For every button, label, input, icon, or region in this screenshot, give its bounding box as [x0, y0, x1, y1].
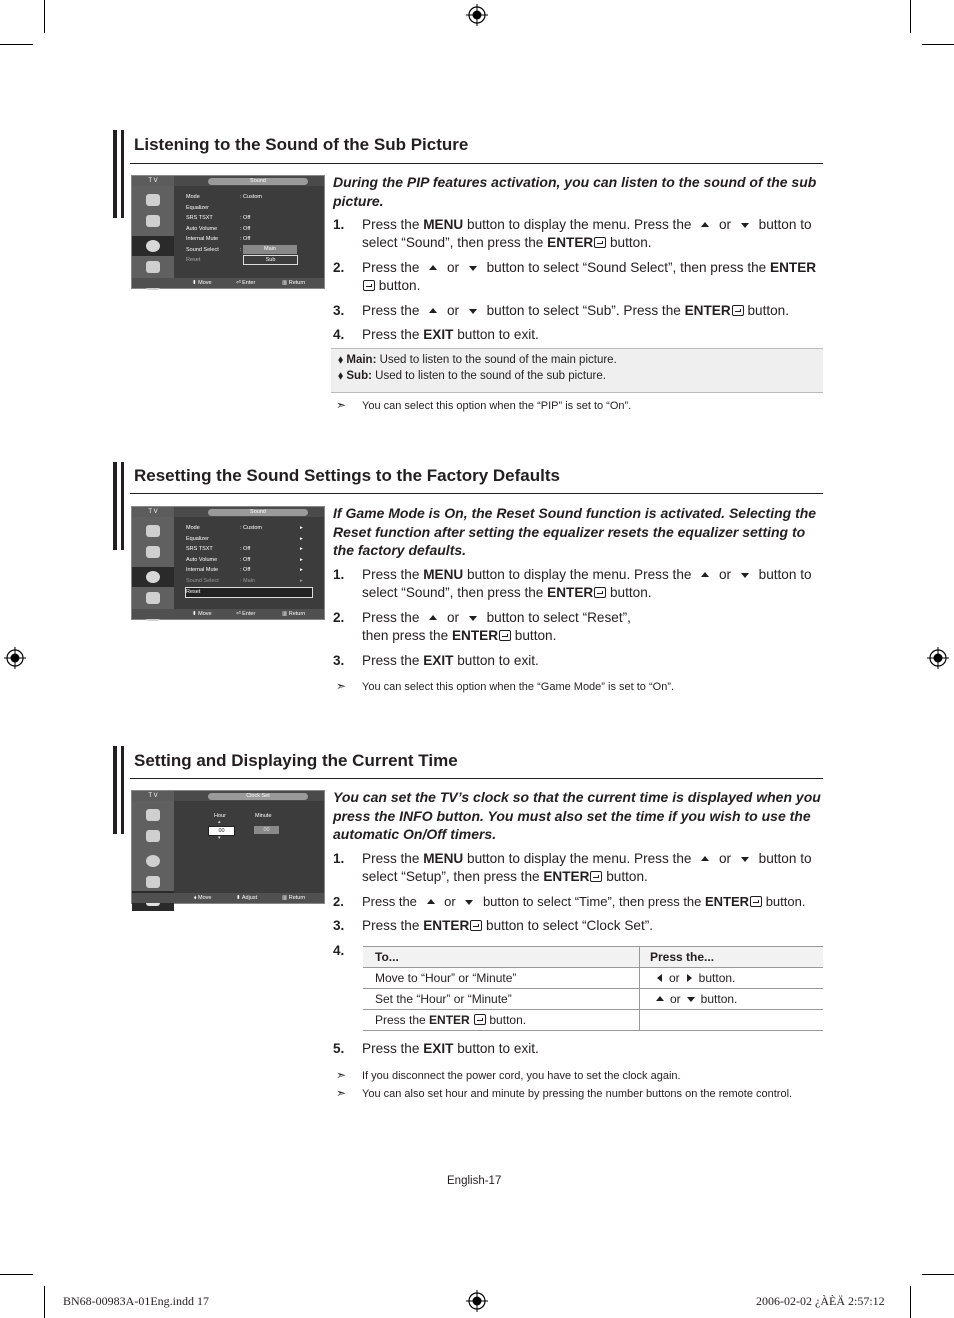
step — [333, 1040, 823, 1058]
channel-icon — [146, 830, 160, 842]
step-text: Press the MENU button to display the menu. Press the or button to select “Setup”, then press the ENTER button. — [362, 851, 812, 884]
section-intro: During the PIP features activation, you can listen to the sound of the sub picture. — [333, 174, 817, 209]
osd-footer-enter: ⏎ Enter — [236, 280, 256, 286]
table-cell: Move to “Hour” or “Minute” — [363, 968, 640, 989]
osd-footer — [132, 278, 324, 288]
sound-icon — [146, 240, 160, 252]
section-rule — [130, 778, 823, 779]
enter-icon — [590, 871, 602, 882]
section-bar — [113, 462, 117, 550]
up-arrow-icon — [701, 222, 709, 227]
step-text: Press the MENU button to display the menu. Press the or button to select “Sound”, then press the ENTER button. — [362, 217, 812, 250]
step-text: Press the MENU button to display the menu. Press the or button to select “Sound”, then press the ENTER button. — [362, 567, 812, 600]
note-text: You can select this option when the “PIP” is set to “On”. — [362, 400, 632, 412]
registration-mark-icon — [4, 647, 26, 669]
step-number: 3. — [333, 918, 345, 933]
step-text: Press the ENTER button to select “Clock Set”. — [362, 918, 654, 933]
setup-icon — [146, 876, 160, 888]
osd-selected-row — [185, 587, 313, 598]
osd-minute-label: Minute — [255, 813, 272, 819]
step — [333, 850, 823, 886]
osd-hour-label: Hour — [214, 813, 226, 819]
crop-mark — [910, 0, 911, 33]
step-text: Press the EXIT button to exit. — [362, 1041, 539, 1056]
table-header-row — [363, 947, 823, 968]
crop-mark — [922, 1274, 954, 1275]
up-arrow-icon — [429, 615, 437, 620]
up-arrow-icon — [429, 265, 437, 270]
osd-row-value: : Off — [240, 236, 251, 242]
step-text: Press the EXIT button to exit. — [362, 653, 539, 668]
down-arrow-icon — [469, 616, 477, 621]
step-number: 2. — [333, 894, 344, 909]
step-text: Press the or button to select “Reset”, then press the ENTER button. — [362, 610, 631, 643]
section-bar — [121, 462, 124, 550]
osd-sidebar — [132, 186, 174, 278]
step-number: 2. — [333, 610, 345, 625]
slug-left: BN68-00983A-01Eng.indd 17 — [63, 1294, 209, 1308]
osd-header: Sound — [208, 178, 308, 185]
down-arrow-icon — [469, 309, 477, 314]
info-item: ⬧ Main: Used to listen to the sound of the main picture. — [338, 354, 617, 366]
note — [336, 679, 674, 693]
enter-icon — [732, 305, 744, 316]
osd-row-value: : Off — [240, 226, 251, 232]
section-bar — [121, 746, 124, 834]
osd-row: SRS TSXT : Off ▸ — [186, 546, 303, 552]
osd-clock-menu — [131, 790, 325, 904]
osd-main-panel — [174, 801, 324, 893]
osd-row: Mode : Custom ▸ — [186, 525, 303, 531]
osd-row-value: : Custom — [240, 194, 263, 200]
registration-mark-icon — [466, 4, 488, 26]
osd-footer — [132, 893, 324, 903]
osd-row — [186, 247, 242, 253]
osd-footer-enter: ⏎ Enter — [236, 611, 256, 617]
crop-mark — [0, 1274, 33, 1275]
enter-icon — [363, 280, 375, 291]
osd-row — [186, 205, 209, 211]
table-row — [363, 968, 823, 989]
step-text: Press the or button to select “Time”, then press the ENTER button. — [362, 894, 806, 909]
setup-icon — [146, 261, 160, 273]
channel-icon — [146, 546, 160, 558]
osd-row: Internal Mute : Off ▸ — [186, 567, 303, 573]
step — [333, 326, 823, 344]
crop-mark — [44, 0, 45, 33]
section-intro: You can set the TV’s clock so that the current time is displayed when you press the INFO button. You must also set the time if you wish to use the automatic On/Off timers. — [333, 789, 821, 842]
note — [336, 398, 631, 412]
table-header: To... — [363, 947, 640, 968]
osd-sidebar — [132, 517, 174, 609]
note-text: You can select this option when the “Game Mode” is set to “On”. — [362, 681, 675, 693]
crop-mark — [910, 1286, 911, 1318]
enter-icon — [594, 587, 606, 598]
step-number: 2. — [333, 260, 345, 275]
table-row — [363, 1010, 823, 1031]
osd-row — [186, 194, 263, 200]
note-text: You can also set hour and minute by pressing the number buttons on the remote control. — [362, 1088, 793, 1100]
enter-icon — [594, 237, 606, 248]
osd-header: Clock Set — [208, 793, 308, 800]
table-header: Press the... — [640, 947, 824, 968]
picture-icon — [146, 194, 160, 206]
section-rule — [130, 493, 823, 494]
info-box — [331, 348, 823, 393]
osd-row: Reset — [186, 589, 201, 595]
crop-mark — [44, 1286, 45, 1318]
osd-footer — [132, 609, 324, 619]
left-arrow-icon — [657, 974, 662, 982]
enter-icon — [750, 896, 762, 907]
osd-row — [186, 257, 200, 263]
osd-popup-main: Main — [243, 245, 297, 254]
step-number: 1. — [333, 217, 345, 232]
info-item: ⬧ Sub: Used to listen to the sound of the sub picture. — [338, 370, 606, 382]
section-rule — [130, 163, 823, 164]
osd-sound-menu — [131, 175, 325, 289]
crop-mark — [922, 44, 954, 45]
channel-icon — [146, 215, 160, 227]
step — [333, 566, 823, 602]
table-cell — [640, 1010, 824, 1031]
section-title: Listening to the Sound of the Sub Picture — [134, 135, 469, 154]
up-arrow-icon — [701, 856, 709, 861]
osd-row-label: Internal Mute — [186, 236, 219, 242]
step-text: Press the or button to select “Sub”. Press the ENTER button. — [362, 303, 790, 318]
osd-footer-return: ▥ Return — [282, 895, 306, 901]
section-bar — [113, 130, 117, 218]
up-arrow-icon — [701, 572, 709, 577]
right-arrow-icon — [687, 974, 692, 982]
osd-row-label: SRS TSXT — [186, 215, 213, 221]
osd-row-label: Mode — [186, 194, 200, 200]
step — [333, 917, 823, 935]
slug-right: 2006-02-02 ¿ÀÈÄ 2:57:12 — [756, 1294, 885, 1308]
page-number: English-17 — [447, 1175, 502, 1187]
step-number: 4. — [333, 943, 345, 958]
osd-up-arrow-icon: ▴ — [218, 819, 221, 825]
down-arrow-icon — [687, 997, 695, 1002]
osd-row — [186, 236, 251, 242]
note-text: If you disconnect the power cord, you have to set the clock again. — [362, 1070, 681, 1082]
step-number: 5. — [333, 1041, 345, 1056]
table-cell: or button. — [640, 989, 824, 1010]
key-table — [363, 946, 823, 1031]
step-text: Press the EXIT button to exit. — [362, 327, 539, 342]
osd-footer-return: ▥ Return — [282, 611, 306, 617]
down-arrow-icon — [469, 266, 477, 271]
picture-icon — [146, 809, 160, 821]
up-arrow-icon — [427, 899, 435, 904]
section-intro: If Game Mode is On, the Reset Sound function is activated. Selecting the Reset function after setting the equalizer resets the equalizer setting to the factory defaults. — [333, 505, 817, 558]
picture-icon — [146, 525, 160, 537]
step — [333, 216, 823, 252]
step — [333, 302, 823, 320]
step-text: Press the or button to select “Sound Select”, then press the ENTER button. — [362, 260, 817, 293]
osd-row-value: : Off — [240, 215, 251, 221]
step — [333, 609, 823, 645]
osd-row-label: Sound Select — [186, 247, 219, 253]
up-arrow-icon — [429, 308, 437, 313]
down-arrow-icon — [465, 900, 473, 905]
up-arrow-icon — [656, 996, 664, 1001]
note — [336, 1068, 681, 1082]
step — [333, 259, 823, 295]
down-arrow-icon — [741, 857, 749, 862]
table-cell: Set the “Hour” or “Minute” — [363, 989, 640, 1010]
osd-row — [186, 226, 251, 232]
osd-popup-sub: Sub — [243, 255, 298, 265]
enter-icon — [470, 920, 482, 931]
setup-icon — [146, 592, 160, 604]
osd-row-label: Auto Volume — [186, 226, 218, 232]
osd-footer-return: ▥ Return — [282, 280, 306, 286]
step-number: 3. — [333, 303, 345, 318]
registration-mark-icon — [466, 1290, 488, 1312]
section-title: Setting and Displaying the Current Time — [134, 751, 458, 770]
note-arrow-icon: ➣ — [336, 1086, 347, 1100]
crop-mark — [0, 44, 33, 45]
table-cell: or button. — [640, 968, 824, 989]
osd-tv-tab: T V — [132, 507, 174, 517]
table-cell: Press the ENTER button. — [363, 1010, 640, 1031]
osd-footer-move: ⬍ Move — [192, 280, 212, 286]
sound-icon — [146, 855, 160, 867]
registration-mark-icon — [927, 647, 949, 669]
osd-row: Equalizer ▸ — [186, 536, 303, 542]
osd-tv-tab: T V — [132, 791, 174, 801]
step — [333, 893, 823, 911]
sound-icon — [146, 571, 160, 583]
osd-down-arrow-icon: ▾ — [218, 835, 221, 841]
step-number: 3. — [333, 653, 345, 668]
note-arrow-icon: ➣ — [336, 679, 347, 693]
note — [336, 1086, 792, 1100]
osd-footer-adjust: ⬍ Adjust — [236, 895, 258, 901]
step-number: 4. — [333, 327, 345, 342]
enter-icon — [474, 1014, 486, 1025]
osd-row — [186, 215, 251, 221]
osd-footer-move: ⬍ Move — [192, 611, 212, 617]
table-row — [363, 989, 823, 1010]
step-number: 1. — [333, 567, 345, 582]
step — [333, 652, 823, 670]
enter-icon — [499, 630, 511, 641]
down-arrow-icon — [741, 223, 749, 228]
note-arrow-icon: ➣ — [336, 1068, 347, 1082]
section-bar — [121, 130, 124, 218]
section-title: Resetting the Sound Settings to the Factory Defaults — [134, 466, 560, 485]
osd-footer-move: ⬧ Move — [194, 895, 212, 901]
osd-row: Auto Volume : Off ▸ — [186, 557, 303, 563]
osd-minute-value: 00 — [254, 826, 279, 834]
section-bar — [113, 746, 117, 834]
osd-hour-value: 00 — [208, 826, 235, 836]
osd-header: Sound — [208, 509, 308, 516]
osd-row-value: : — [240, 247, 242, 253]
osd-row-label: Equalizer — [186, 205, 209, 211]
osd-tv-tab: T V — [132, 176, 174, 186]
osd-sidebar — [132, 801, 174, 893]
note-arrow-icon: ➣ — [336, 398, 347, 412]
osd-row-label: Reset — [186, 257, 201, 263]
step-number: 1. — [333, 851, 345, 866]
osd-sound-menu — [131, 506, 325, 620]
osd-row: Sound Select : Main ▸ — [186, 578, 303, 584]
down-arrow-icon — [741, 573, 749, 578]
